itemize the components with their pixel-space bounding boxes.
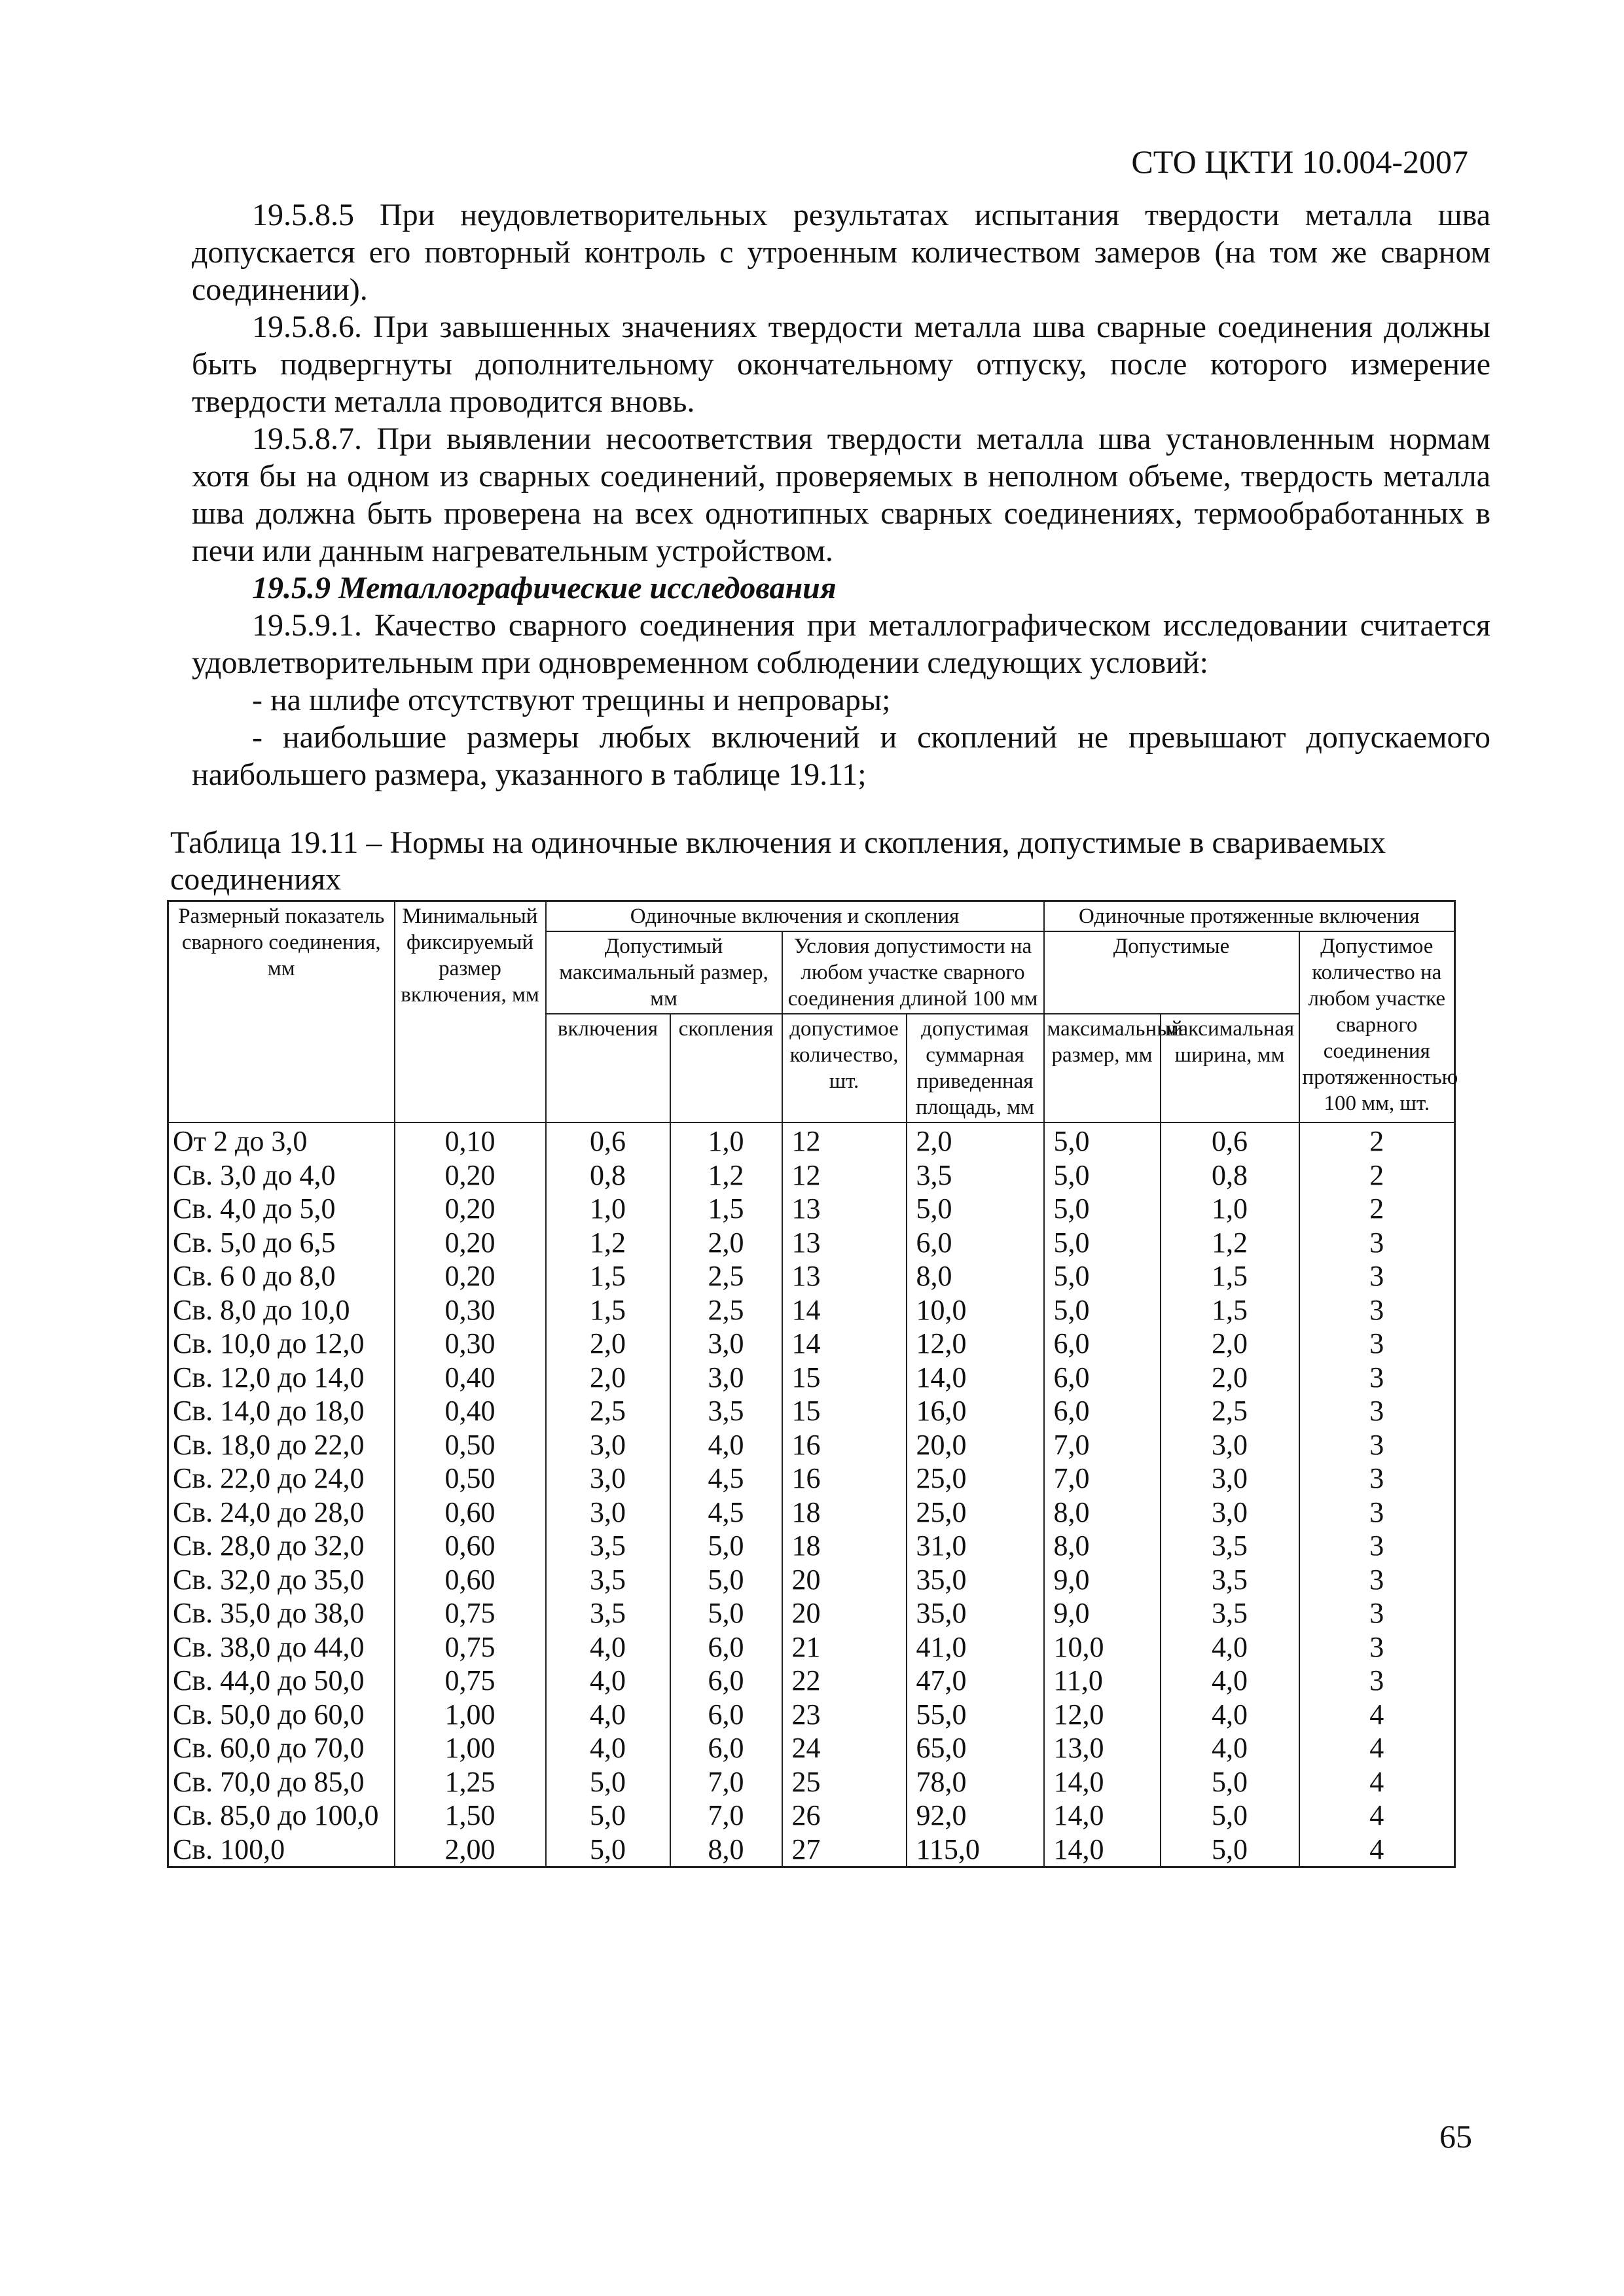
table-cell: 3,0 bbox=[670, 1327, 782, 1361]
table-cell: 5,0 bbox=[670, 1596, 782, 1630]
table-cell: 16 bbox=[782, 1462, 907, 1496]
table-cell: 6,0 bbox=[670, 1664, 782, 1698]
table-cell: 12 bbox=[782, 1158, 907, 1193]
table-cell: 11,0 bbox=[1044, 1664, 1161, 1698]
table-cell: 65,0 bbox=[907, 1731, 1044, 1765]
table-row bbox=[168, 1630, 1455, 1664]
table-cell: 15 bbox=[782, 1394, 907, 1428]
table-cell: 5,0 bbox=[1161, 1765, 1299, 1799]
table-cell: Св. 44,0 до 50,0 bbox=[168, 1664, 395, 1698]
table-cell: 7,0 bbox=[670, 1765, 782, 1799]
table-cell: От 2 до 3,0 bbox=[168, 1122, 395, 1158]
table-row bbox=[168, 1496, 1455, 1530]
table-cell: 13,0 bbox=[1044, 1731, 1161, 1765]
table-cell: 4,0 bbox=[546, 1664, 670, 1698]
table-row bbox=[168, 1563, 1455, 1597]
table-cell: 4,0 bbox=[546, 1630, 670, 1664]
table-cell: 3 bbox=[1299, 1596, 1455, 1630]
table-cell: 0,20 bbox=[395, 1259, 546, 1293]
table-body bbox=[168, 1122, 1455, 1867]
table-cell: Св. 10,0 до 12,0 bbox=[168, 1327, 395, 1361]
table-cell: 35,0 bbox=[907, 1596, 1044, 1630]
table-cell: 2,5 bbox=[1161, 1394, 1299, 1428]
table-cell: Св. 100,0 bbox=[168, 1833, 395, 1867]
table-cell: 3,5 bbox=[546, 1563, 670, 1597]
table-cell: 0,60 bbox=[395, 1529, 546, 1563]
table-cell: 3,5 bbox=[1161, 1563, 1299, 1597]
paragraph-19-5-9-1: 19.5.9.1. Качество сварного соединения при металлографическом исследовании считается удовлетворительным при одновременном соблюдении следующих условий: bbox=[192, 608, 1490, 680]
list-item-no-cracks: - на шлифе отсутствуют трещины и непровары; bbox=[252, 683, 891, 717]
table-cell: 2,5 bbox=[670, 1293, 782, 1327]
table-cell: 0,20 bbox=[395, 1192, 546, 1226]
table-cell: 6,0 bbox=[1044, 1361, 1161, 1395]
table-cell: 18 bbox=[782, 1529, 907, 1563]
table-cell: 3 bbox=[1299, 1361, 1455, 1395]
table-cell: 4,5 bbox=[670, 1496, 782, 1530]
table-cell: 0,60 bbox=[395, 1496, 546, 1530]
table-cell: 4,0 bbox=[1161, 1630, 1299, 1664]
table-cell: 14,0 bbox=[1044, 1833, 1161, 1867]
table-cell: Св. 6 0 до 8,0 bbox=[168, 1259, 395, 1293]
table-cell: 0,30 bbox=[395, 1293, 546, 1327]
table-cell: 12,0 bbox=[907, 1327, 1044, 1361]
header-max-width: максимальная ширина, мм bbox=[1161, 1014, 1299, 1122]
table-cell: 14,0 bbox=[907, 1361, 1044, 1395]
table-cell: 18 bbox=[782, 1496, 907, 1530]
table-cell: 6,0 bbox=[1044, 1394, 1161, 1428]
table-cell: 5,0 bbox=[1044, 1122, 1161, 1158]
table-cell: Св. 22,0 до 24,0 bbox=[168, 1462, 395, 1496]
table-cell: 6,0 bbox=[907, 1226, 1044, 1260]
table-cell: 0,6 bbox=[1161, 1122, 1299, 1158]
table-row bbox=[168, 1192, 1455, 1226]
table-cell: 2,0 bbox=[546, 1361, 670, 1395]
norms-table bbox=[167, 900, 1456, 1868]
table-cell: Св. 60,0 до 70,0 bbox=[168, 1731, 395, 1765]
table-row bbox=[168, 1833, 1455, 1867]
table-cell: 5,0 bbox=[1044, 1158, 1161, 1193]
table-cell: 0,8 bbox=[546, 1158, 670, 1193]
table-cell: 10,0 bbox=[907, 1293, 1044, 1327]
table-cell: 3,5 bbox=[1161, 1596, 1299, 1630]
table-cell: 7,0 bbox=[1044, 1428, 1161, 1462]
table-cell: 26 bbox=[782, 1799, 907, 1833]
table-row bbox=[168, 1664, 1455, 1698]
table-cell: 2,00 bbox=[395, 1833, 546, 1867]
table-cell: 5,0 bbox=[1044, 1293, 1161, 1327]
table-cell: 3 bbox=[1299, 1462, 1455, 1496]
table-cell: 41,0 bbox=[907, 1630, 1044, 1664]
table-cell: 78,0 bbox=[907, 1765, 1044, 1799]
table-cell: 0,75 bbox=[395, 1630, 546, 1664]
table-cell: 1,00 bbox=[395, 1698, 546, 1732]
table-cell: 5,0 bbox=[670, 1529, 782, 1563]
table-cell: 5,0 bbox=[546, 1765, 670, 1799]
table-cell: 14 bbox=[782, 1293, 907, 1327]
table-cell: 55,0 bbox=[907, 1698, 1044, 1732]
table-cell: 0,6 bbox=[546, 1122, 670, 1158]
table-cell: 1,0 bbox=[1161, 1192, 1299, 1226]
table-cell: 3,0 bbox=[546, 1462, 670, 1496]
table-cell: 14 bbox=[782, 1327, 907, 1361]
table-cell: 47,0 bbox=[907, 1664, 1044, 1698]
table-cell: 20,0 bbox=[907, 1428, 1044, 1462]
table-cell: 0,75 bbox=[395, 1596, 546, 1630]
table-cell: 0,75 bbox=[395, 1664, 546, 1698]
header-allowed-max-size: Допустимый максимальный размер, мм bbox=[546, 931, 782, 1014]
table-cell: 1,5 bbox=[670, 1192, 782, 1226]
table-cell: 1,5 bbox=[546, 1259, 670, 1293]
table-cell: 4 bbox=[1299, 1731, 1455, 1765]
table-cell: Св. 32,0 до 35,0 bbox=[168, 1563, 395, 1597]
table-cell: 31,0 bbox=[907, 1529, 1044, 1563]
table-cell: 3 bbox=[1299, 1259, 1455, 1293]
table-cell: 4 bbox=[1299, 1833, 1455, 1867]
table-cell: 4 bbox=[1299, 1698, 1455, 1732]
table-cell: 3 bbox=[1299, 1630, 1455, 1664]
table-cell: 8,0 bbox=[907, 1259, 1044, 1293]
table-cell: 24 bbox=[782, 1731, 907, 1765]
table-cell: 4,0 bbox=[1161, 1731, 1299, 1765]
table-cell: 6,0 bbox=[670, 1630, 782, 1664]
header-inclusions: включения bbox=[546, 1014, 670, 1122]
table-row bbox=[168, 1226, 1455, 1260]
table-cell: Св. 50,0 до 60,0 bbox=[168, 1698, 395, 1732]
table-cell: 3 bbox=[1299, 1226, 1455, 1260]
table-cell: 3,0 bbox=[546, 1496, 670, 1530]
table-cell: 10,0 bbox=[1044, 1630, 1161, 1664]
table-cell: 2 bbox=[1299, 1122, 1455, 1158]
table-cell: 2,0 bbox=[1161, 1361, 1299, 1395]
table-cell: 4,0 bbox=[546, 1731, 670, 1765]
table-row bbox=[168, 1731, 1455, 1765]
table-cell: 3 bbox=[1299, 1563, 1455, 1597]
table-row bbox=[168, 1293, 1455, 1327]
table-cell: 0,60 bbox=[395, 1563, 546, 1597]
table-cell: 1,25 bbox=[395, 1765, 546, 1799]
list-item-max-sizes: - наибольшие размеры любых включений и скоплений не превышают допускаемого наибольшего размера, указанного в таблице 19.11; bbox=[192, 720, 1490, 792]
table-cell: 1,5 bbox=[546, 1293, 670, 1327]
header-allowed: Допустимые bbox=[1044, 931, 1299, 1014]
table-cell: 25,0 bbox=[907, 1462, 1044, 1496]
table-cell: 5,0 bbox=[1161, 1833, 1299, 1867]
table-cell: Св. 85,0 до 100,0 bbox=[168, 1799, 395, 1833]
table-cell: Св. 18,0 до 22,0 bbox=[168, 1428, 395, 1462]
table-row bbox=[168, 1765, 1455, 1799]
paragraph-19-5-8-5: 19.5.8.5 При неудовлетворительных результатах испытания твердости металла шва допускается его повторный контроль с утроенным количеством замеров (на том же сварном соединении). bbox=[192, 198, 1490, 307]
header-extended-inclusions: Одиночные протяженные включения bbox=[1044, 901, 1455, 932]
table-cell: 12,0 bbox=[1044, 1698, 1161, 1732]
table-row bbox=[168, 1529, 1455, 1563]
table-cell: 0,8 bbox=[1161, 1158, 1299, 1193]
header-min-size: Минимальный фиксируемый размер включения, мм bbox=[395, 901, 546, 1123]
page-number: 65 bbox=[1439, 2118, 1472, 2155]
table-cell: 5,0 bbox=[1161, 1799, 1299, 1833]
table-row bbox=[168, 1394, 1455, 1428]
table-cell: 5,0 bbox=[546, 1833, 670, 1867]
table-cell: 5,0 bbox=[1044, 1192, 1161, 1226]
table-cell: 3 bbox=[1299, 1664, 1455, 1698]
document-code: СТО ЦКТИ 10.004-2007 bbox=[1131, 143, 1468, 180]
table-cell: 3 bbox=[1299, 1428, 1455, 1462]
table-row bbox=[168, 1122, 1455, 1158]
table-cell: 14,0 bbox=[1044, 1799, 1161, 1833]
table-row bbox=[168, 1361, 1455, 1395]
table-cell: 21 bbox=[782, 1630, 907, 1664]
table-cell: 115,0 bbox=[907, 1833, 1044, 1867]
table-cell: 0,50 bbox=[395, 1462, 546, 1496]
table-cell: 0,40 bbox=[395, 1394, 546, 1428]
table-cell: 3,0 bbox=[1161, 1496, 1299, 1530]
table-cell: 3 bbox=[1299, 1529, 1455, 1563]
table-row bbox=[168, 1698, 1455, 1732]
table-cell: 3,0 bbox=[1161, 1428, 1299, 1462]
table-cell: Св. 70,0 до 85,0 bbox=[168, 1765, 395, 1799]
table-cell: 16,0 bbox=[907, 1394, 1044, 1428]
table-cell: 1,2 bbox=[1161, 1226, 1299, 1260]
table-cell: 0,50 bbox=[395, 1428, 546, 1462]
table-cell: 14,0 bbox=[1044, 1765, 1161, 1799]
table-cell: 35,0 bbox=[907, 1563, 1044, 1597]
table-cell: 6,0 bbox=[670, 1731, 782, 1765]
table-cell: 1,2 bbox=[670, 1158, 782, 1193]
table-row bbox=[168, 1259, 1455, 1293]
table-cell: 1,00 bbox=[395, 1731, 546, 1765]
table-cell: 0,10 bbox=[395, 1122, 546, 1158]
table-cell: 4,0 bbox=[1161, 1698, 1299, 1732]
table-cell: 4,0 bbox=[670, 1428, 782, 1462]
table-cell: 13 bbox=[782, 1192, 907, 1226]
table-cell: 4 bbox=[1299, 1765, 1455, 1799]
table-cell: Св. 35,0 до 38,0 bbox=[168, 1596, 395, 1630]
table-cell: 5,0 bbox=[1044, 1259, 1161, 1293]
header-single-inclusions: Одиночные включения и скопления bbox=[546, 901, 1044, 932]
table-cell: 2,0 bbox=[907, 1122, 1044, 1158]
table-cell: 3,5 bbox=[546, 1529, 670, 1563]
table-cell: Св. 5,0 до 6,5 bbox=[168, 1226, 395, 1260]
table-cell: 23 bbox=[782, 1698, 907, 1732]
table-cell: 3,5 bbox=[1161, 1529, 1299, 1563]
table-cell: 7,0 bbox=[670, 1799, 782, 1833]
table-cell: 3,5 bbox=[670, 1394, 782, 1428]
table-cell: 20 bbox=[782, 1563, 907, 1597]
table-row bbox=[168, 1428, 1455, 1462]
header-max-size: максимальный размер, мм bbox=[1044, 1014, 1161, 1122]
table-cell: 4,0 bbox=[546, 1698, 670, 1732]
section-heading-19-5-9: 19.5.9 Металлографические исследования bbox=[252, 571, 837, 605]
table-cell: 1,5 bbox=[1161, 1259, 1299, 1293]
table-cell: 3 bbox=[1299, 1327, 1455, 1361]
table-caption: Таблица 19.11 – Нормы на одиночные включения и скопления, допустимые в свариваемых соединениях bbox=[170, 825, 1386, 897]
table-cell: 2,0 bbox=[1161, 1327, 1299, 1361]
table-cell: 2,0 bbox=[670, 1226, 782, 1260]
table-cell: 5,0 bbox=[1044, 1226, 1161, 1260]
table-cell: 3,5 bbox=[546, 1596, 670, 1630]
table-cell: 5,0 bbox=[907, 1192, 1044, 1226]
paragraph-19-5-8-7: 19.5.8.7. При выявлении несоответствия твердости металла шва установленным нормам хотя бы на одном из сварных соединений, проверяемых в неполном объеме, твердость металла шва должна быть проверена на всех однотипных сварных соединениях, термообработанных в печи или данным нагревательным устройством. bbox=[192, 422, 1490, 568]
table-cell: Св. 28,0 до 32,0 bbox=[168, 1529, 395, 1563]
table-cell: 25 bbox=[782, 1765, 907, 1799]
table-cell: 2,5 bbox=[670, 1259, 782, 1293]
table-row bbox=[168, 1327, 1455, 1361]
header-conditions: Условия допустимости на любом участке сварного соединения длиной 100 мм bbox=[782, 931, 1044, 1014]
table-cell: 13 bbox=[782, 1259, 907, 1293]
table-row bbox=[168, 1462, 1455, 1496]
table-cell: 12 bbox=[782, 1122, 907, 1158]
table-cell: 15 bbox=[782, 1361, 907, 1395]
table-cell: 4,5 bbox=[670, 1462, 782, 1496]
table-cell: 92,0 bbox=[907, 1799, 1044, 1833]
table-cell: 7,0 bbox=[1044, 1462, 1161, 1496]
table-cell: 2,5 bbox=[546, 1394, 670, 1428]
table-cell: 4 bbox=[1299, 1799, 1455, 1833]
table-cell: 0,20 bbox=[395, 1158, 546, 1193]
table-cell: 0,20 bbox=[395, 1226, 546, 1260]
table-row bbox=[168, 1596, 1455, 1630]
table-cell: 8,0 bbox=[1044, 1529, 1161, 1563]
table-cell: 3 bbox=[1299, 1394, 1455, 1428]
table-row bbox=[168, 1799, 1455, 1833]
table-cell: 2 bbox=[1299, 1192, 1455, 1226]
table-cell: 20 bbox=[782, 1596, 907, 1630]
table-cell: 6,0 bbox=[1044, 1327, 1161, 1361]
table-cell: Св. 8,0 до 10,0 bbox=[168, 1293, 395, 1327]
table-cell: 0,40 bbox=[395, 1361, 546, 1395]
table-cell: Св. 24,0 до 28,0 bbox=[168, 1496, 395, 1530]
table-cell: Св. 38,0 до 44,0 bbox=[168, 1630, 395, 1664]
header-area: допустимая суммарная приведенная площадь, мм bbox=[907, 1014, 1044, 1122]
table-cell: 3,0 bbox=[1161, 1462, 1299, 1496]
table-cell: 27 bbox=[782, 1833, 907, 1867]
table-cell: 1,0 bbox=[670, 1122, 782, 1158]
table-cell: 8,0 bbox=[670, 1833, 782, 1867]
table-cell: 1,50 bbox=[395, 1799, 546, 1833]
header-clusters: скопления bbox=[670, 1014, 782, 1122]
table-cell: Св. 4,0 до 5,0 bbox=[168, 1192, 395, 1226]
table-cell: 2,0 bbox=[546, 1327, 670, 1361]
table-cell: 3 bbox=[1299, 1496, 1455, 1530]
table-cell: 1,0 bbox=[546, 1192, 670, 1226]
table-cell: 13 bbox=[782, 1226, 907, 1260]
table-cell: 3,0 bbox=[670, 1361, 782, 1395]
table-cell: 22 bbox=[782, 1664, 907, 1698]
table-cell: 6,0 bbox=[670, 1698, 782, 1732]
table-cell: 1,2 bbox=[546, 1226, 670, 1260]
table-cell: 5,0 bbox=[546, 1799, 670, 1833]
body-text bbox=[192, 196, 1490, 793]
table-cell: 5,0 bbox=[670, 1563, 782, 1597]
header-dimension: Размерный показатель сварного соединения, мм bbox=[168, 901, 395, 1123]
table-cell: 16 bbox=[782, 1428, 907, 1462]
table-cell: 1,5 bbox=[1161, 1293, 1299, 1327]
table-cell: 9,0 bbox=[1044, 1563, 1161, 1597]
table-cell: Св. 12,0 до 14,0 bbox=[168, 1361, 395, 1395]
paragraph-19-5-8-6: 19.5.8.6. При завышенных значениях твердости металла шва сварные соединения должны быть подвергнуты дополнительному окончательному отпуску, после которого измерение твердости металла проводится вновь. bbox=[192, 310, 1490, 419]
table-cell: Св. 3,0 до 4,0 bbox=[168, 1158, 395, 1193]
table-cell: Св. 14,0 до 18,0 bbox=[168, 1394, 395, 1428]
table-cell: 4,0 bbox=[1161, 1664, 1299, 1698]
table-cell: 0,30 bbox=[395, 1327, 546, 1361]
table-cell: 3,0 bbox=[546, 1428, 670, 1462]
table-cell: 25,0 bbox=[907, 1496, 1044, 1530]
header-count: допустимое количество, шт. bbox=[782, 1014, 907, 1122]
header-allowed-count: Допустимое количество на любом участке сварного соединения протяженностью 100 мм, шт. bbox=[1299, 931, 1455, 1122]
table-cell: 2 bbox=[1299, 1158, 1455, 1193]
table-cell: 8,0 bbox=[1044, 1496, 1161, 1530]
table-cell: 3,5 bbox=[907, 1158, 1044, 1193]
table-cell: 3 bbox=[1299, 1293, 1455, 1327]
table-cell: 9,0 bbox=[1044, 1596, 1161, 1630]
table-row bbox=[168, 1158, 1455, 1193]
